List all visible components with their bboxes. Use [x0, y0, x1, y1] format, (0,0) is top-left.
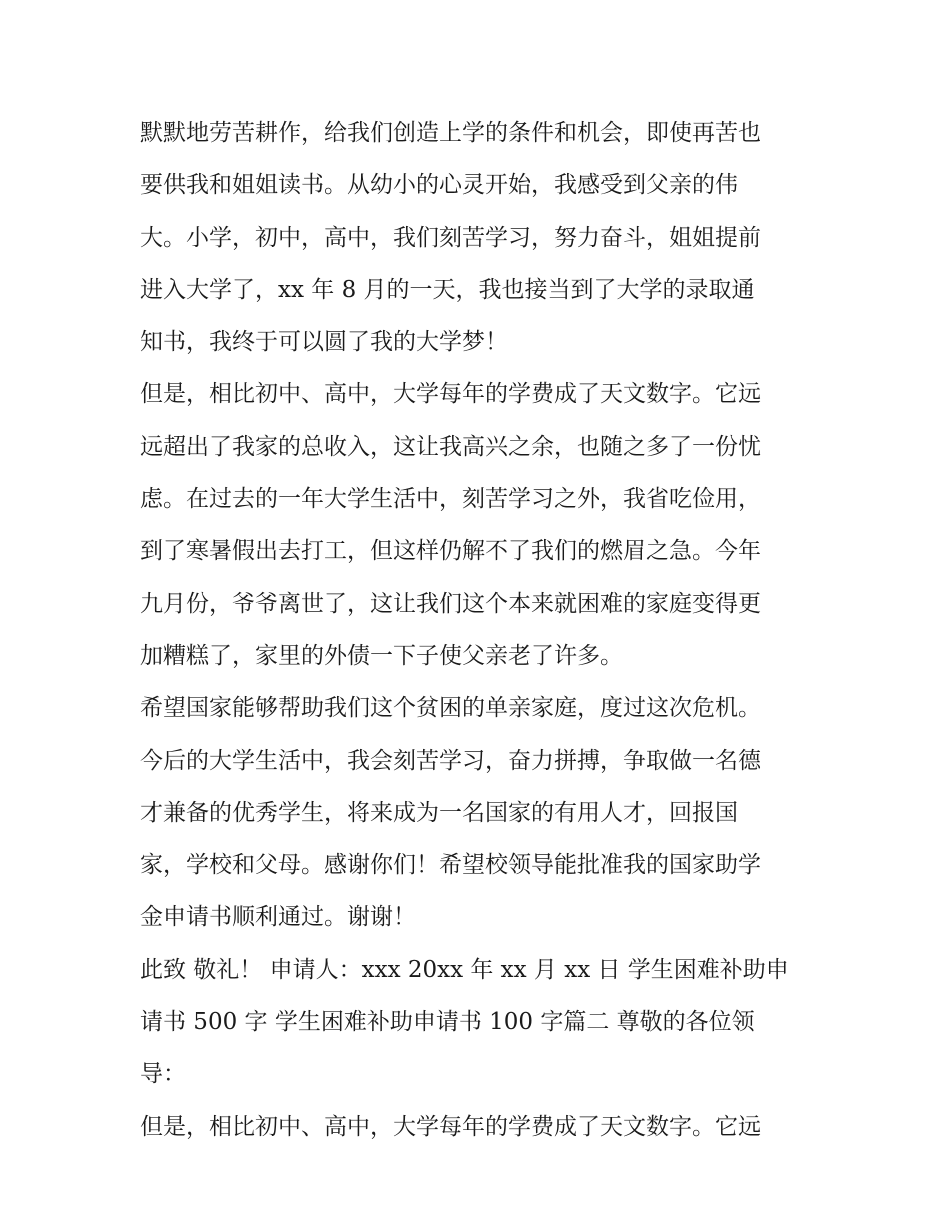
text-line: 九月份，爷爷离世了，这让我们这个本来就困难的家庭变得更 — [140, 590, 761, 617]
text-line: 远超出了我家的总收入，这让我高兴之余，也随之多了一份忧 — [140, 433, 761, 460]
text-line: 大。小学，初中，高中，我们刻苦学习，努力奋斗，姐姐提前 — [140, 224, 761, 251]
text-line: 要供我和姐姐读书。从幼小的心灵开始，我感受到父亲的伟 — [140, 172, 738, 199]
text-line: 请书 500 字 学生困难补助申请书 100 字篇二 尊敬的各位领 — [140, 1009, 755, 1036]
text-line: 才兼备的优秀学生，将来成为一名国家的有用人才，回报国 — [140, 799, 738, 826]
text-line: 今后的大学生活中，我会刻苦学习，奋力拼搏，争取做一名德 — [140, 747, 761, 774]
document-body-text — [140, 107, 820, 1153]
text-line: 但是，相比初中、高中，大学每年的学费成了天文数字。它远 — [140, 1113, 761, 1140]
text-line: 进入大学了，xx 年 8 月的一天，我也接当到了大学的录取通 — [140, 276, 755, 303]
text-line: 金申请书顺利通过。谢谢！ — [140, 904, 416, 931]
text-line: 此致 敬礼！ 申请人：xxx 20xx 年 xx 月 xx 日 学生困难补助申 — [140, 956, 789, 983]
text-line: 知书，我终于可以圆了我的大学梦！ — [140, 329, 508, 356]
text-line: 默默地劳苦耕作，给我们创造上学的条件和机会，即使再苦也 — [140, 120, 761, 146]
text-line: 加糟糕了，家里的外债一下子使父亲老了许多。 — [140, 642, 623, 669]
text-line: 但是，相比初中、高中，大学每年的学费成了天文数字。它远 — [140, 381, 761, 408]
text-line: 虑。在过去的一年大学生活中，刻苦学习之外，我省吃俭用， — [140, 486, 761, 513]
text-line: 家，学校和父母。感谢你们！希望校领导能批准我的国家助学 — [140, 852, 761, 879]
text-line: 导： — [140, 1061, 186, 1088]
text-line: 到了寒暑假出去打工，但这样仍解不了我们的燃眉之急。今年 — [140, 538, 761, 565]
text-line: 希望国家能够帮助我们这个贫困的单亲家庭，度过这次危机。 — [140, 695, 761, 722]
